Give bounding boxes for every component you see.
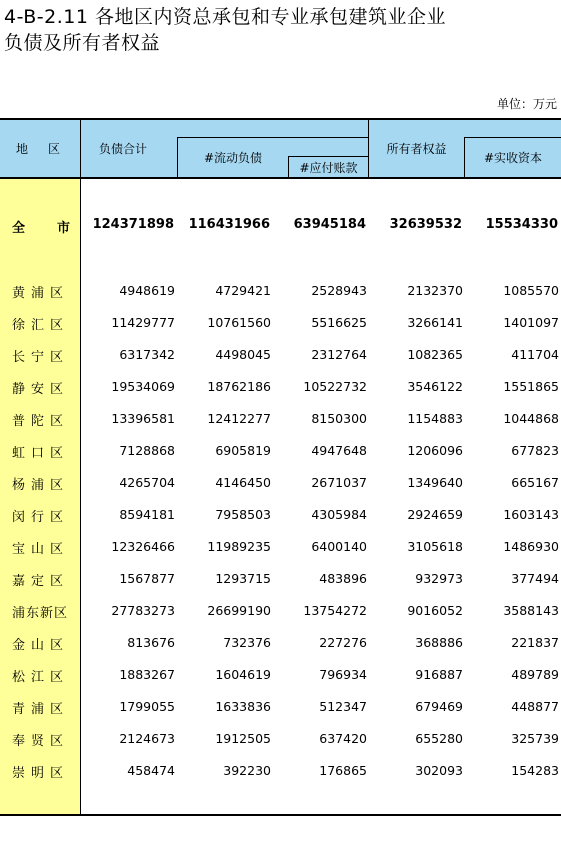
district-current-liabilities-value: 1633836: [215, 699, 271, 714]
header-owners-equity: 所有者权益: [386, 141, 447, 156]
district-current-liabilities-value: 4498045: [215, 347, 271, 362]
district-current-liabilities-value: 11989235: [207, 539, 271, 554]
district-owners-equity-value: 1082365: [407, 347, 463, 362]
district-name: 闵行区: [12, 510, 70, 525]
district-current-liabilities-value: 10761560: [207, 315, 271, 330]
header-total-liabilities: 负债合计: [99, 141, 148, 156]
district-name: 杨浦区: [12, 478, 70, 493]
region-column-background: [0, 178, 81, 815]
district-paid-in-capital-value: 665167: [511, 475, 559, 490]
district-liabilities-value: 1799055: [119, 699, 175, 714]
district-current-liabilities-value: 18762186: [207, 379, 271, 394]
district-liabilities-value: 2124673: [119, 731, 175, 746]
district-paid-in-capital-value: 1551865: [503, 379, 559, 394]
district-liabilities-value: 12326466: [111, 539, 175, 554]
district-liabilities-value: 6317342: [119, 347, 175, 362]
district-current-liabilities-value: 6905819: [215, 443, 271, 458]
district-owners-equity-value: 2132370: [407, 283, 463, 298]
district-accounts-payable-value: 4947648: [311, 443, 367, 458]
header-region: 地 区: [15, 141, 64, 156]
district-name: 静安区: [12, 382, 70, 397]
district-name: 松江区: [12, 670, 70, 685]
district-owners-equity-value: 1349640: [407, 475, 463, 490]
district-paid-in-capital-value: 489789: [511, 667, 559, 682]
district-accounts-payable-value: 10522732: [303, 379, 367, 394]
district-paid-in-capital-value: 154283: [511, 763, 559, 778]
district-name: 嘉定区: [12, 574, 70, 589]
district-current-liabilities-value: 26699190: [207, 603, 271, 618]
district-current-liabilities-value: 12412277: [207, 411, 271, 426]
district-accounts-payable-value: 2312764: [311, 347, 367, 362]
district-accounts-payable-value: 176865: [319, 763, 367, 778]
district-name: 青浦区: [12, 702, 70, 717]
total-liabilities-value: 124371898: [92, 217, 174, 232]
district-owners-equity-value: 655280: [415, 731, 463, 746]
title-line-1: 4-B-2.11 各地区内资总承包和专业承包建筑业企业: [4, 6, 447, 28]
district-paid-in-capital-value: 1603143: [503, 507, 559, 522]
district-accounts-payable-value: 483896: [319, 571, 367, 586]
district-current-liabilities-value: 4146450: [215, 475, 271, 490]
district-owners-equity-value: 916887: [415, 667, 463, 682]
district-current-liabilities-value: 1293715: [215, 571, 271, 586]
district-liabilities-value: 7128868: [119, 443, 175, 458]
district-liabilities-value: 11429777: [111, 315, 175, 330]
district-liabilities-value: 458474: [127, 763, 175, 778]
district-name: 虹口区: [12, 446, 70, 461]
header-bottom-border: [0, 177, 561, 179]
district-paid-in-capital-value: 411704: [511, 347, 559, 362]
total-current-liabilities-value: 116431966: [188, 217, 270, 232]
district-paid-in-capital-value: 3588143: [503, 603, 559, 618]
district-paid-in-capital-value: 1044868: [503, 411, 559, 426]
district-name: 长宁区: [12, 350, 70, 365]
district-owners-equity-value: 1154883: [407, 411, 463, 426]
header-paid-in-capital: #实收资本: [483, 151, 543, 165]
district-name: 浦东新区: [12, 606, 69, 621]
district-liabilities-value: 813676: [127, 635, 175, 650]
district-paid-in-capital-value: 1085570: [503, 283, 559, 298]
unit-label: 单位：万元: [496, 97, 557, 111]
district-liabilities-value: 13396581: [111, 411, 175, 426]
district-accounts-payable-value: 796934: [319, 667, 367, 682]
total-owners-equity-value: 32639532: [389, 217, 462, 232]
total-label-char-1: 全: [12, 221, 26, 236]
district-owners-equity-value: 368886: [415, 635, 463, 650]
district-liabilities-value: 1883267: [119, 667, 175, 682]
district-liabilities-value: 4948619: [119, 283, 175, 298]
district-accounts-payable-value: 2671037: [311, 475, 367, 490]
district-paid-in-capital-value: 221837: [511, 635, 559, 650]
district-owners-equity-value: 3105618: [407, 539, 463, 554]
total-label-char-2: 市: [56, 221, 70, 236]
district-accounts-payable-value: 637420: [319, 731, 367, 746]
district-name: 宝山区: [12, 542, 70, 557]
table-bottom-border: [0, 814, 561, 816]
district-accounts-payable-value: 2528943: [311, 283, 367, 298]
district-current-liabilities-value: 7958503: [215, 507, 271, 522]
district-current-liabilities-value: 1912505: [215, 731, 271, 746]
district-accounts-payable-value: 227276: [319, 635, 367, 650]
district-liabilities-value: 8594181: [119, 507, 175, 522]
page-title: [4, 4, 446, 56]
district-name: 徐汇区: [12, 318, 70, 333]
district-owners-equity-value: 3546122: [407, 379, 463, 394]
district-accounts-payable-value: 6400140: [311, 539, 367, 554]
district-liabilities-value: 4265704: [119, 475, 175, 490]
district-liabilities-value: 19534069: [111, 379, 175, 394]
district-liabilities-value: 1567877: [119, 571, 175, 586]
district-name: 崇明区: [12, 766, 70, 781]
district-accounts-payable-value: 512347: [319, 699, 367, 714]
district-paid-in-capital-value: 377494: [511, 571, 559, 586]
district-owners-equity-value: 932973: [415, 571, 463, 586]
district-current-liabilities-value: 392230: [223, 763, 271, 778]
district-owners-equity-value: 2924659: [407, 507, 463, 522]
district-current-liabilities-value: 732376: [223, 635, 271, 650]
district-name: 奉贤区: [12, 734, 70, 749]
total-row-label: [12, 217, 70, 236]
district-accounts-payable-value: 4305984: [311, 507, 367, 522]
district-owners-equity-value: 1206096: [407, 443, 463, 458]
district-name: 金山区: [12, 638, 70, 653]
total-accounts-payable-value: 63945184: [293, 217, 366, 232]
title-line-2: 负债及所有者权益: [4, 32, 161, 54]
district-accounts-payable-value: 8150300: [311, 411, 367, 426]
district-owners-equity-value: 9016052: [407, 603, 463, 618]
district-accounts-payable-value: 13754272: [303, 603, 367, 618]
district-owners-equity-value: 679469: [415, 699, 463, 714]
district-current-liabilities-value: 4729421: [215, 283, 271, 298]
header-current-liabilities: #流动负债: [203, 151, 263, 165]
district-paid-in-capital-value: 1486930: [503, 539, 559, 554]
district-current-liabilities-value: 1604619: [215, 667, 271, 682]
district-owners-equity-value: 302093: [415, 763, 463, 778]
district-name: 普陀区: [12, 414, 70, 429]
district-accounts-payable-value: 5516625: [311, 315, 367, 330]
total-paid-in-capital-value: 15534330: [485, 217, 558, 232]
district-paid-in-capital-value: 325739: [511, 731, 559, 746]
district-name: 黄浦区: [12, 286, 70, 301]
district-liabilities-value: 27783273: [111, 603, 175, 618]
district-paid-in-capital-value: 677823: [511, 443, 559, 458]
district-owners-equity-value: 3266141: [407, 315, 463, 330]
district-paid-in-capital-value: 1401097: [503, 315, 559, 330]
header-accounts-payable: #应付账款: [299, 160, 358, 175]
district-paid-in-capital-value: 448877: [511, 699, 559, 714]
